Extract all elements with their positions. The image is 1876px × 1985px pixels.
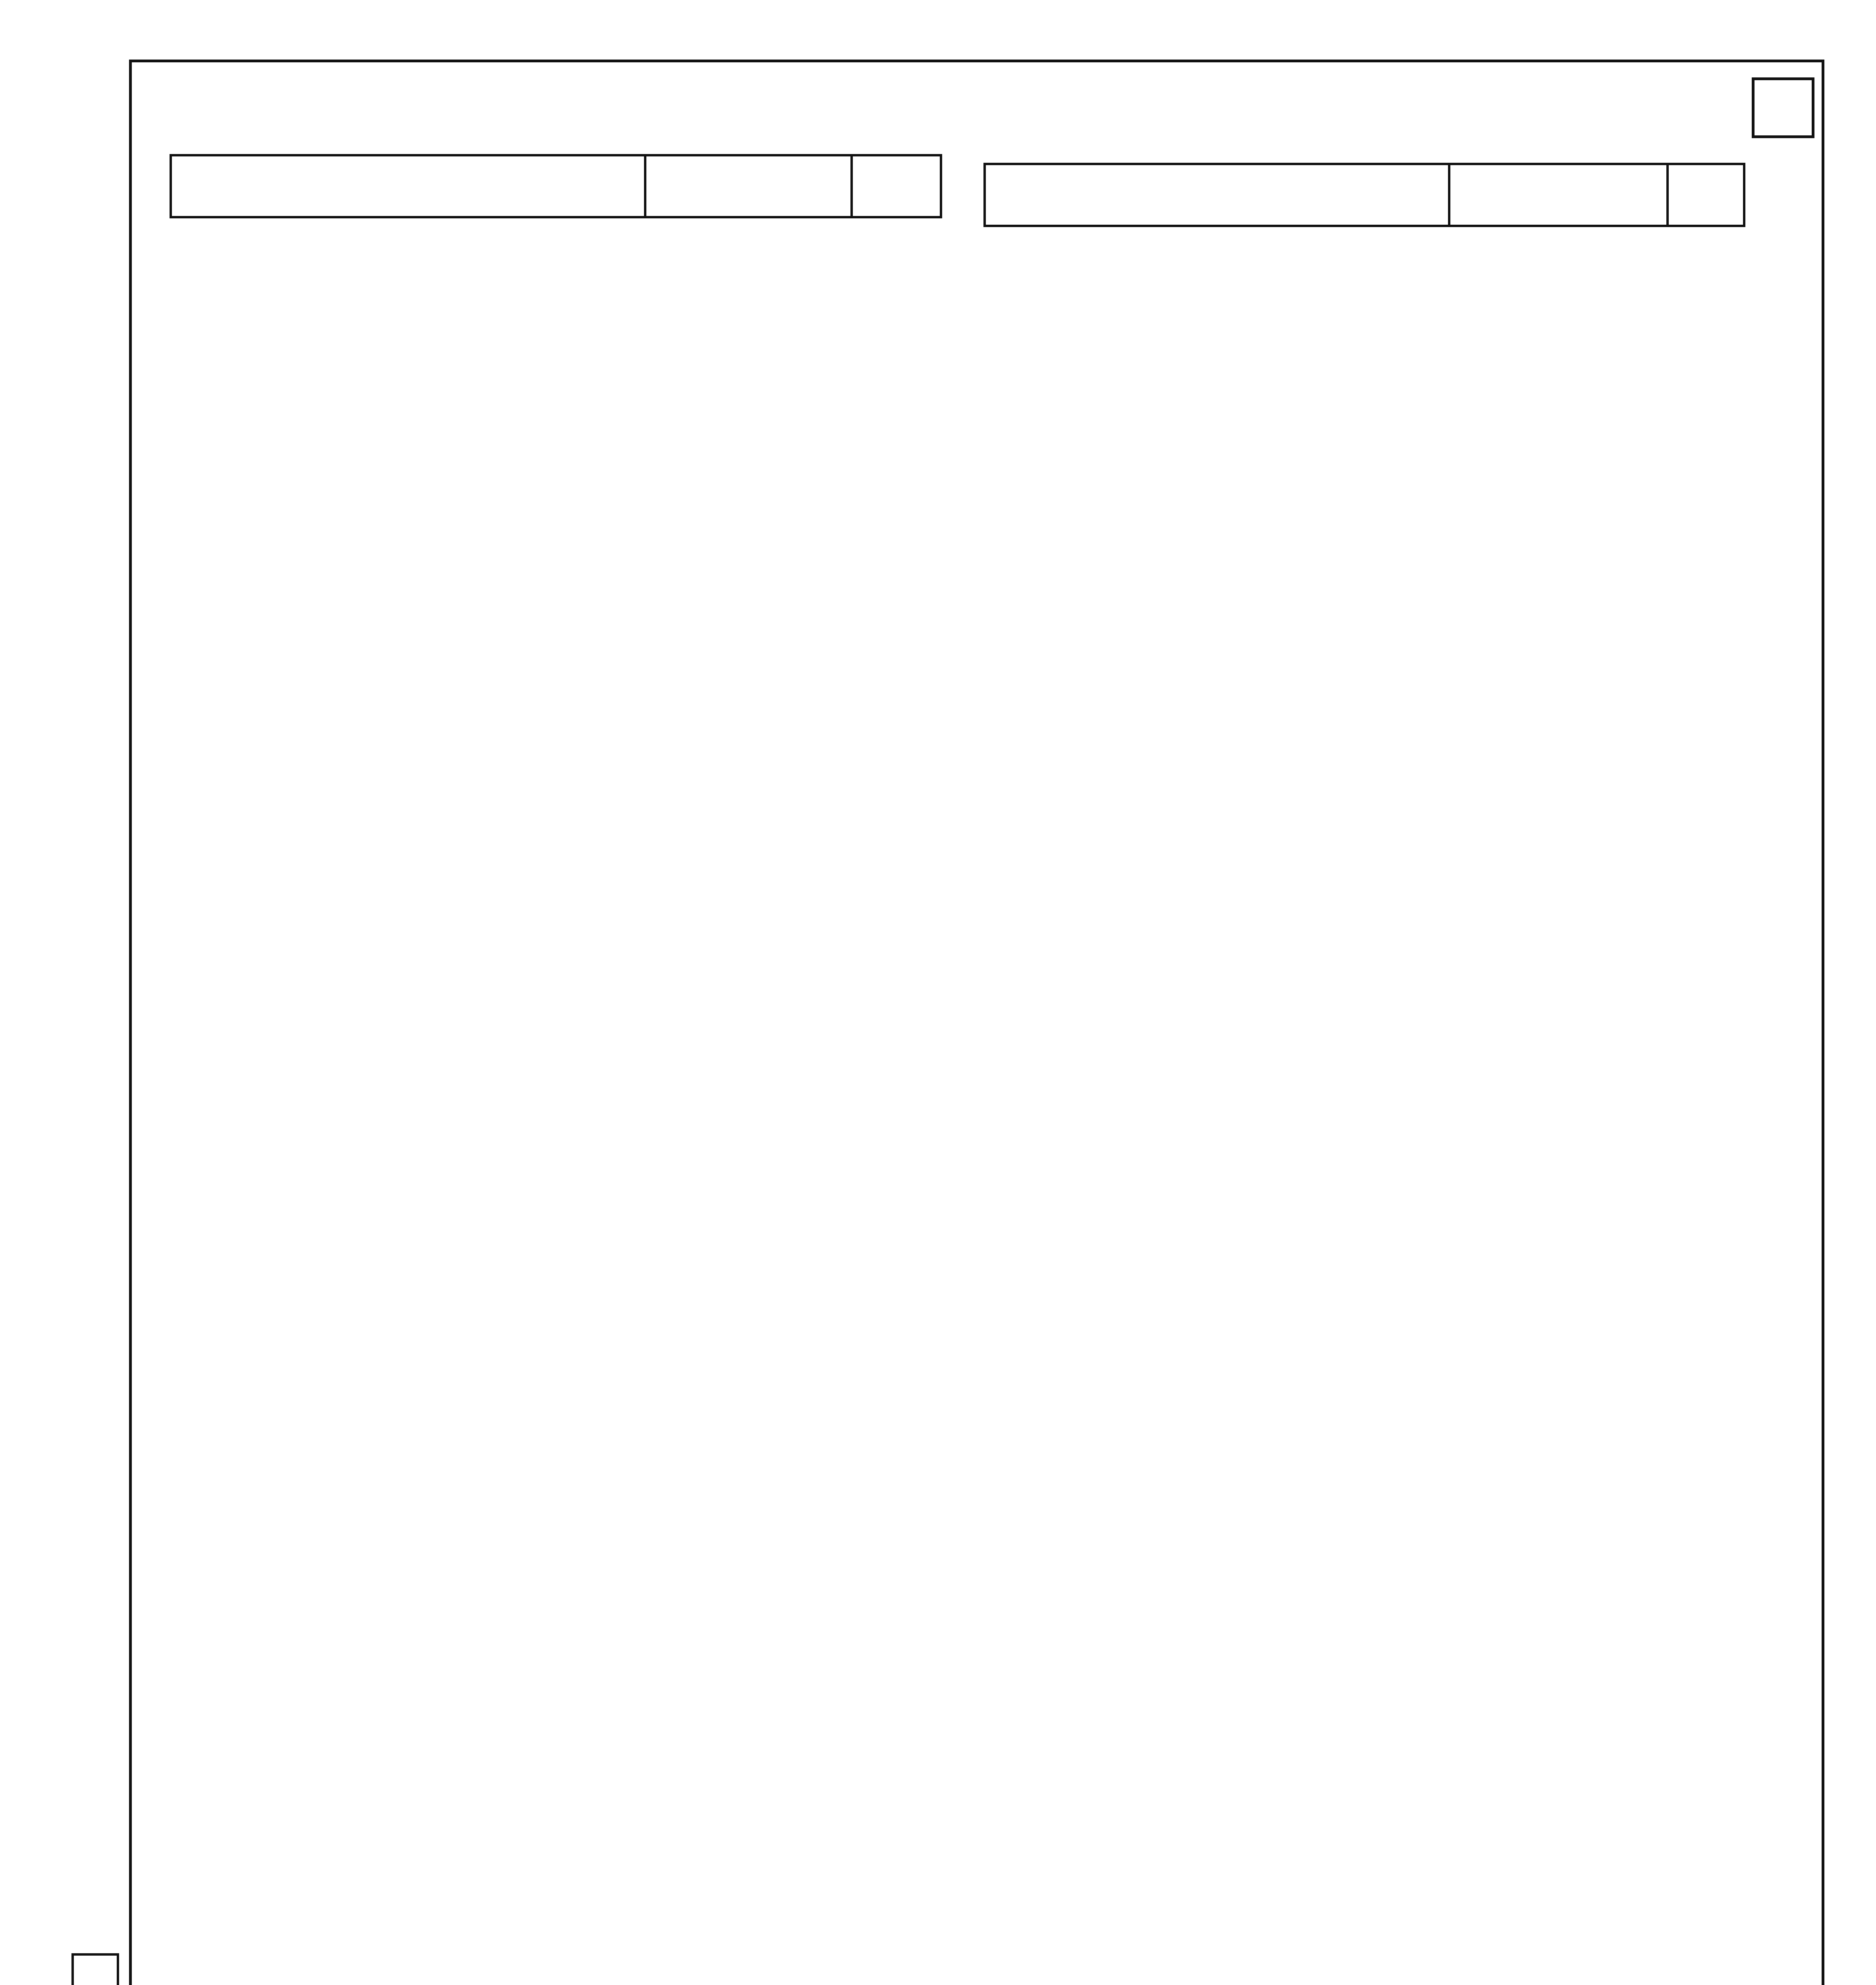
header-name xyxy=(171,155,645,217)
header-sheet xyxy=(852,155,941,217)
page-number xyxy=(1752,77,1814,138)
header-code xyxy=(645,155,852,217)
header-name xyxy=(985,164,1449,226)
drawing-frame xyxy=(129,60,1824,1985)
drawings-list-right xyxy=(983,163,1745,227)
header-sheet xyxy=(1668,164,1744,226)
header-code xyxy=(1449,164,1668,226)
side-stamp xyxy=(71,1953,119,1985)
drawings-list-left xyxy=(170,154,942,218)
